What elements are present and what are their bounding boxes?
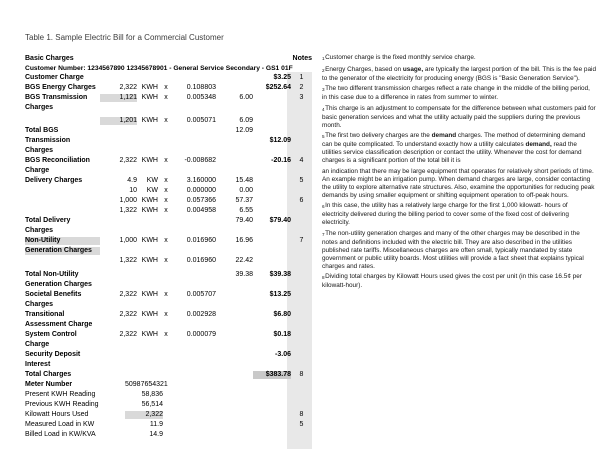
bill-line	[25, 215, 312, 225]
bill-cell-label: BGS Reconciliation	[25, 157, 90, 165]
bill-lines	[25, 72, 312, 379]
bill-cell-multiplier: x	[164, 311, 168, 319]
meter-cell-label: Present KWH Reading	[25, 391, 96, 399]
bill-cell-rate: 0.057366	[186, 197, 216, 205]
note-text: charges. The method of determining demand can be quite complicated. To understand exactly how a utility calculates	[322, 132, 586, 148]
bill-line	[25, 329, 312, 339]
bill-line	[25, 279, 312, 289]
note-text: In this case, the utility has a relatively large charge for the first 1,000 kilowatt- hours of electricity delivered during the billing period to cover some of the fixed cost of delivering electricity.	[322, 202, 569, 226]
bill-cell-subtotal: 6.00	[239, 94, 253, 102]
bill-cell-unit: KW	[146, 177, 158, 185]
bill-cell-quantity: 4.9	[127, 177, 137, 185]
note-paragraph	[322, 132, 596, 165]
bill-cell-rate: 0.002928	[186, 311, 216, 319]
bill-cell-total: $383.78	[253, 371, 291, 379]
bill-cell-subtotal: 16.96	[235, 237, 253, 245]
bill-cell-label: Generation Charges	[25, 247, 100, 255]
bill-cell-multiplier: x	[164, 291, 168, 299]
note-paragraph	[322, 85, 596, 102]
notes-column-header: Notes	[292, 55, 312, 62]
bill-cell-label: Transitional	[25, 311, 65, 319]
meter-cell-label: Meter Number	[25, 381, 73, 389]
bill-cell-subtotal: 6.55	[239, 207, 253, 215]
bill-cell-note-number: 1	[299, 74, 304, 82]
bill-cell-label: Assessment Charge	[25, 321, 93, 329]
bill-line	[25, 185, 312, 195]
bill-cell-label: Charges	[25, 301, 54, 309]
bill-cell-total: -3.06	[275, 351, 291, 359]
bill-cell-note-number: 5	[299, 177, 304, 185]
bill-cell-note-number: 3	[299, 94, 304, 102]
bill-cell-multiplier: x	[164, 197, 168, 205]
bill-cell-unit: KWH	[141, 311, 158, 319]
note-text: This charge is an adjustment to compensate for the difference between what customers paid for basic generation services and what the utility actually paid the suppliers during the previous month.	[322, 104, 596, 129]
bill-cell-label: Generation Charges	[25, 281, 92, 289]
bill-cell-unit: KWH	[141, 197, 158, 205]
meter-cell-label: Billed Load in KW/KVA	[25, 431, 96, 439]
meter-cell-value: 58,836	[141, 391, 163, 399]
bill-table	[25, 52, 312, 439]
note-text: read the utilities service classification description or contact the utility. Whenever the cost for demand charges is a significant portion of the total bill it is	[322, 141, 582, 164]
bill-cell-note-number: 8	[299, 371, 304, 379]
customer-number-line: Customer Number: 1234567890 12345678901 - General Service Secondary - GS1 01F	[25, 65, 293, 72]
bill-cell-label: BGS Transmission	[25, 94, 88, 102]
bill-line	[25, 245, 312, 255]
bill-line	[25, 269, 312, 279]
meter-line	[25, 419, 312, 429]
bill-cell-rate: 0.000000	[186, 187, 216, 195]
note-text: Dividing total charges by Kilowatt Hours used gives the cost per unit (in this case 16.5¢ per kilowatt-hour).	[322, 273, 582, 289]
bill-line	[25, 369, 312, 379]
note-number: 1	[322, 56, 325, 61]
bill-cell-label: BGS Energy Charges	[25, 84, 96, 92]
bill-cell-label: Security Deposit	[25, 351, 81, 359]
note-text: an indication that there may be large equipment that operates for relatively short periods of time. An example might be an irrigation pump. When demand charges are large, consider contacting the utility to explore alternative rate structures. Also, examine the opportunities for reducing peak demands by using smaller equipment or shifting equipment operation to off-peak hours.	[322, 167, 595, 199]
table-title: Table 1. Sample Electric Bill for a Commercial Customer	[25, 33, 224, 42]
bill-cell-rate: 0.005707	[186, 291, 216, 299]
bill-line	[25, 255, 312, 265]
bill-cell-unit: KWH	[141, 157, 158, 165]
bill-cell-subtotal: 57.37	[235, 197, 253, 205]
bill-cell-total: $3.25	[273, 74, 291, 82]
note-paragraph	[322, 273, 596, 290]
bill-cell-label: Charge	[25, 167, 50, 175]
bill-cell-rate: 0.016960	[186, 257, 216, 265]
basic-charges-header: Basic Charges	[25, 55, 74, 62]
meter-cell-value: 2,322	[125, 411, 163, 419]
meter-cell-label: Measured Load in KW	[25, 421, 95, 429]
bill-line	[25, 299, 312, 309]
meter-line	[25, 389, 312, 399]
note-paragraph	[322, 54, 596, 63]
bill-cell-quantity: 1,322	[119, 257, 137, 265]
bill-cell-unit: KWH	[141, 291, 158, 299]
bill-line	[25, 205, 312, 215]
bill-cell-label: System Control	[25, 331, 77, 339]
meter-cell-value: 50987654321	[125, 381, 168, 389]
bill-line	[25, 145, 312, 155]
bill-cell-rate: 0.000079	[186, 331, 216, 339]
note-number: 2	[322, 67, 325, 73]
bill-cell-multiplier: x	[164, 117, 168, 125]
bill-line	[25, 309, 312, 319]
note-paragraph	[322, 105, 596, 130]
bill-cell-note-number: 2	[299, 84, 304, 92]
bill-cell-multiplier: x	[164, 207, 168, 215]
bill-cell-total: $6.80	[273, 311, 291, 319]
bill-line	[25, 175, 312, 185]
meter-cell-value: 56,514	[141, 401, 163, 409]
bill-cell-subtotal: 22.42	[235, 257, 253, 265]
bill-cell-label: Charges	[25, 147, 54, 155]
bill-cell-label: Total BGS	[25, 127, 59, 135]
note-text-bold: demand	[431, 132, 457, 139]
bill-cell-note-number: 6	[299, 197, 304, 205]
meter-cell-label: Kilowatt Hours Used	[25, 411, 89, 419]
bill-cell-total: -20.16	[271, 157, 291, 165]
bill-cell-quantity: 10	[129, 187, 137, 195]
bill-line	[25, 135, 312, 145]
bill-cell-label: Interest	[25, 361, 51, 369]
meter-cell-note-number: 5	[299, 421, 304, 429]
bill-cell-unit: KWH	[141, 237, 158, 245]
bill-cell-total: $12.09	[269, 137, 291, 145]
bill-cell-label: Total Delivery	[25, 217, 71, 225]
bill-cell-multiplier: x	[164, 187, 168, 195]
note-text-bold: demand,	[525, 141, 552, 148]
bill-cell-quantity: 2,322	[119, 291, 137, 299]
bill-cell-subtotal: 12.09	[235, 127, 253, 135]
bill-cell-quantity: 1,000	[119, 197, 137, 205]
bill-cell-quantity: 2,322	[119, 311, 137, 319]
note-paragraph	[322, 230, 596, 271]
note-text: The non-utility generation charges and many of the other charges may be described in the notes and definitions included with the electric bill. They are also described in the utilities published rate tariffs. Miscellaneous charges are often small, typically mandated by state government or public utility boards. Most utilities will provide a fact sheet that explains typical charges and rates.	[322, 229, 584, 270]
bill-cell-rate: 0.004958	[186, 207, 216, 215]
note-paragraph	[322, 66, 596, 83]
bill-cell-label: Charges	[25, 227, 54, 235]
notes-panel	[322, 54, 596, 293]
note-text: Energy Charges, based on	[325, 65, 403, 73]
bill-line	[25, 155, 312, 165]
meter-line	[25, 379, 312, 389]
bill-cell-unit: KWH	[141, 331, 158, 339]
bill-cell-label: Societal Benefits	[25, 291, 82, 299]
bill-cell-note-number: 4	[299, 157, 304, 165]
bill-cell-quantity: 1,322	[119, 207, 137, 215]
bill-cell-label: Total Non-Utility	[25, 271, 79, 279]
bill-cell-quantity: 2,322	[119, 84, 137, 92]
note-paragraph	[322, 202, 596, 227]
bill-cell-total: $79.40	[269, 217, 291, 225]
bill-line	[25, 359, 312, 369]
bill-line	[25, 289, 312, 299]
note-number: 5	[322, 134, 325, 139]
bill-cell-subtotal: 15.48	[235, 177, 253, 185]
bill-cell-subtotal: 0.00	[239, 187, 253, 195]
bill-cell-rate: 3.160000	[186, 177, 216, 185]
meter-lines	[25, 379, 312, 439]
meter-line	[25, 409, 312, 419]
bill-cell-quantity: 1,121	[100, 94, 137, 102]
bill-cell-label: Delivery Charges	[25, 177, 83, 185]
bill-cell-multiplier: x	[164, 237, 168, 245]
meter-cell-note-number: 8	[299, 411, 304, 419]
bill-cell-total: $13.25	[269, 291, 291, 299]
bill-cell-label: Customer Charge	[25, 74, 84, 82]
bill-cell-multiplier: x	[164, 94, 168, 102]
bill-cell-rate: 0.005071	[186, 117, 216, 125]
bill-cell-unit: KWH	[141, 84, 158, 92]
bill-cell-total: $39.38	[269, 271, 291, 279]
bill-cell-label: Total Charges	[25, 371, 72, 379]
bill-line	[25, 195, 312, 205]
bill-cell-label: Charge	[25, 341, 50, 349]
bill-line	[25, 125, 312, 135]
bill-cell-note-number: 7	[299, 237, 304, 245]
bill-cell-unit: KW	[146, 187, 158, 195]
bill-line	[25, 82, 312, 92]
bill-cell-subtotal: 79.40	[235, 217, 253, 225]
bill-line	[25, 319, 312, 329]
bill-cell-multiplier: x	[164, 84, 168, 92]
note-number: 7	[322, 231, 325, 237]
bill-cell-unit: KWH	[141, 207, 158, 215]
bill-cell-rate: 0.005348	[186, 94, 216, 102]
note-text: The two different transmission charges reflect a rate change in the middle of the billing period, in this case due to a difference in rates from summer to winter.	[322, 85, 590, 101]
bill-cell-multiplier: x	[164, 331, 168, 339]
bill-header-row	[25, 52, 312, 62]
bill-cell-quantity: 2,322	[119, 157, 137, 165]
bill-cell-total: $252.64	[265, 84, 291, 92]
note-text-bold: usage,	[402, 65, 424, 73]
note-number: 3	[322, 87, 325, 92]
bill-cell-multiplier: x	[164, 257, 168, 265]
bill-cell-rate: -0.008682	[184, 157, 216, 165]
bill-line	[25, 349, 312, 359]
bill-cell-subtotal: 39.38	[235, 271, 253, 279]
note-number: 6	[322, 204, 325, 209]
note-text: Customer charge is the fixed monthly service charge.	[325, 54, 476, 61]
bill-cell-unit: KWH	[141, 257, 158, 265]
bill-line	[25, 92, 312, 102]
note-number: 4	[322, 106, 325, 112]
bill-line	[25, 235, 312, 245]
note-text: are typically the largest portion of the bill. This is the fee paid to the generator of the electricity for producing energy (BGS is "Basic Generation Service").	[322, 65, 597, 82]
bill-line	[25, 339, 312, 349]
bill-cell-unit: KWH	[141, 94, 158, 102]
bill-cell-unit: KWH	[141, 117, 158, 125]
bill-cell-label: Non-Utility	[25, 237, 100, 245]
bill-cell-multiplier: x	[164, 177, 168, 185]
note-paragraph	[322, 168, 596, 200]
meter-line	[25, 429, 312, 439]
bill-cell-total: $0.18	[273, 331, 291, 339]
bill-cell-rate: 0.108803	[186, 84, 216, 92]
meter-cell-label: Previous KWH Reading	[25, 401, 99, 409]
note-text: The first two delivery charges are the	[325, 132, 432, 139]
bill-cell-subtotal: 6.09	[239, 117, 253, 125]
bill-line	[25, 165, 312, 175]
bill-line	[25, 225, 312, 235]
bill-cell-quantity: 1,000	[119, 237, 137, 245]
bill-cell-label: Charges	[25, 104, 54, 112]
note-number: 8	[322, 275, 325, 280]
bill-line	[25, 112, 312, 125]
bill-cell-multiplier: x	[164, 157, 168, 165]
bill-line	[25, 102, 312, 112]
meter-cell-value: 11.9	[149, 421, 163, 429]
meter-line	[25, 399, 312, 409]
meter-cell-value: 14.9	[149, 431, 163, 439]
bill-cell-quantity: 2,322	[119, 331, 137, 339]
bill-line	[25, 72, 312, 82]
bill-cell-label: Transmission	[25, 137, 71, 145]
bill-cell-quantity: 1,201	[100, 117, 137, 125]
bill-cell-rate: 0.016960	[186, 237, 216, 245]
